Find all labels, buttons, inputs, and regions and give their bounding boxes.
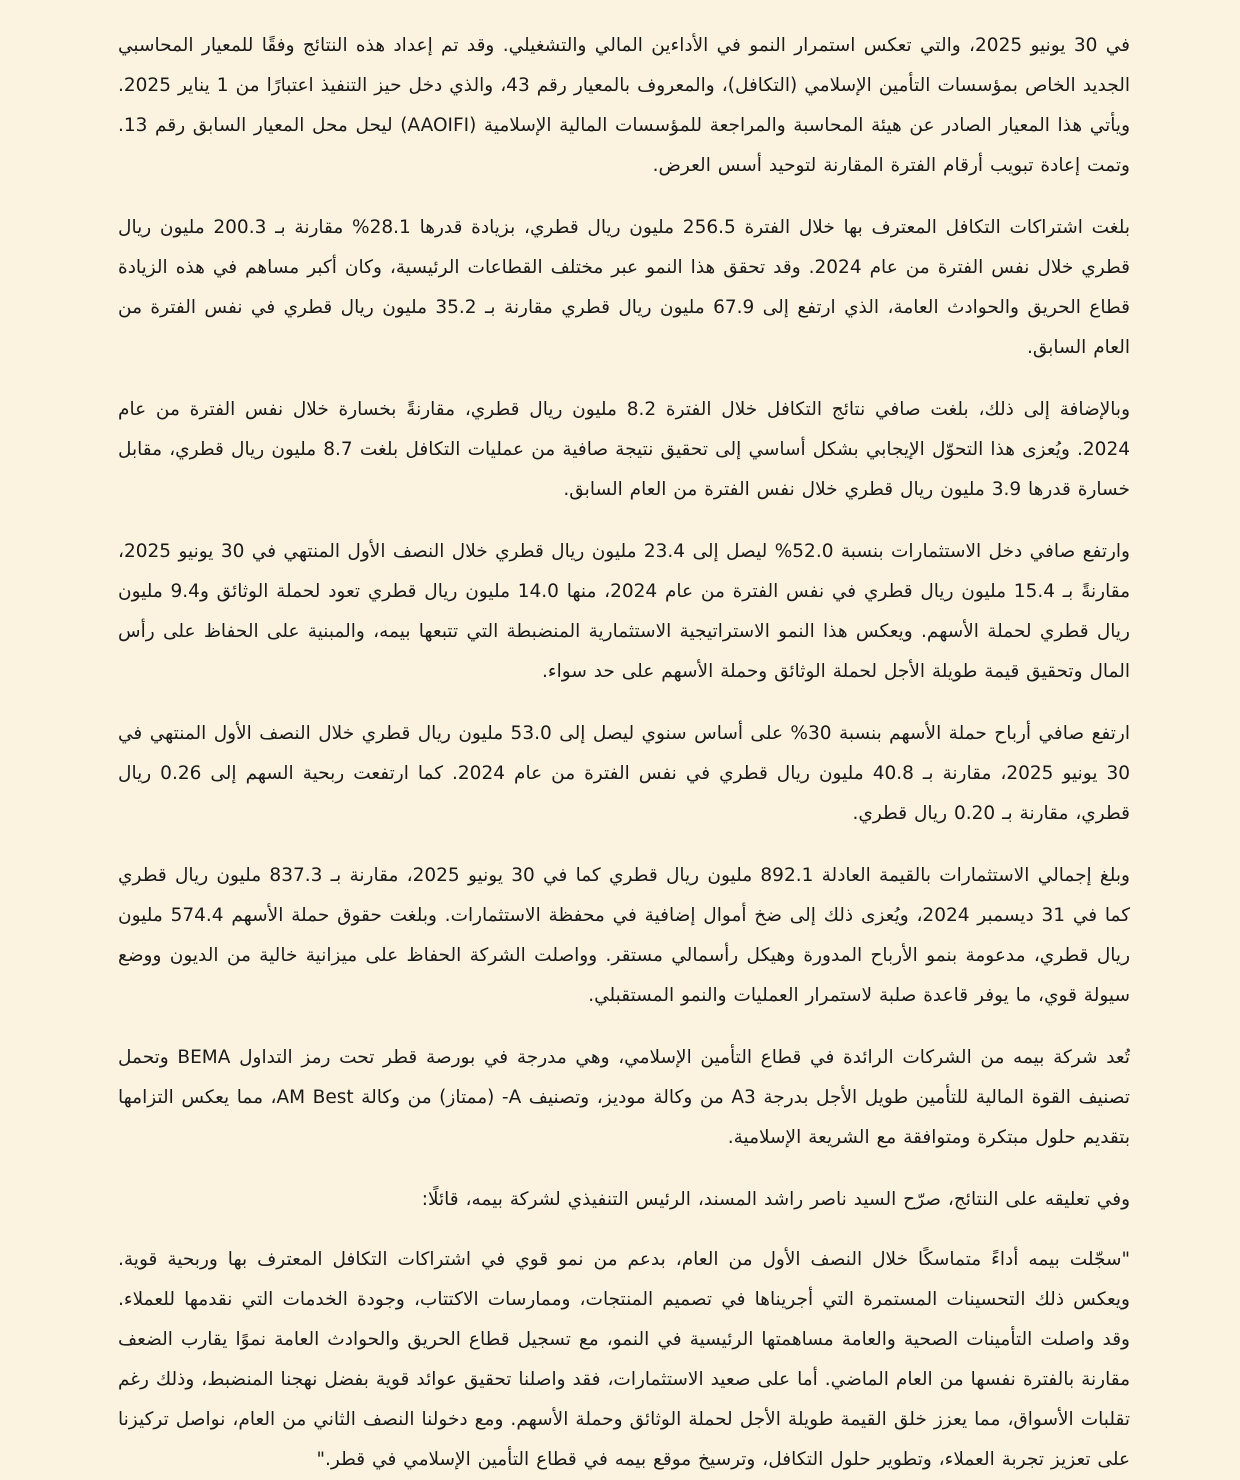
paragraph-shareholder-profit: ارتفع صافي أرباح حملة الأسهم بنسبة 30% على أساس سنوي ليصل إلى 53.0 مليون ريال قطري خلال النصف الأول المنتهي في 30 يونيو 2025، مقارنة بـ 40.8 مليون ريال قطري في نفس الفترة من عام 2024. كما ارتفعت ربحية السهم إلى 0.26 ريال قطري، مقارنة بـ 0.20 ريال قطري.: [118, 723, 1131, 824]
paragraph-company-profile: تُعد شركة بيمه من الشركات الرائدة في قطاع التأمين الإسلامي، وهي مدرجة في بورصة قطر تحت رمز التداول BEMA وتحمل تصنيف القوة المالية للتأمين طويل الأجل بدرجة A3 من وكالة موديز، وتصنيف A- (ممتاز) من وكالة AM Best، مما يعكس التزامها بتقديم حلول مبتكرة ومتوافقة مع الشريعة الإسلامية.: [118, 1047, 1130, 1148]
paragraph-ceo-quote: "سجّلت بيمه أداءً متماسكًا خلال النصف الأول من العام، بدعم من نمو قوي في اشتراكات التكافل المعترف بها وربحية قوية. ويعكس ذلك التحسينات المستمرة التي أجريناها في تصميم المنتجات، وممارسات الاكتتاب، وجودة الخدمات التي نقدمها للعملاء. وقد واصلت التأمينات الصحية والعامة مساهمتها الرئيسية في النمو، مع تسجيل قطاع الحريق والحوادث العامة نموًا يقارب الضعف مقارنة بالفترة نفسها من العام الماضي. أما على صعيد الاستثمارات، فقد واصلنا تحقيق عوائد قوية بفضل نهجنا المنضبط، وذلك رغم تقلبات الأسواق، مما يعزز خلق القيمة طويلة الأجل لحملة الوثائق وحملة الأسهم. ومع دخولنا النصف الثاني من العام، نواصل تركيزنا على تعزيز تجربة العملاء، وتطوير حلول التكافل، وترسيخ موقع بيمه في قطاع التأمين الإسلامي في قطر.": [118, 1249, 1130, 1470]
paragraph-balance-sheet: وبلغ إجمالي الاستثمارات بالقيمة العادلة 892.1 مليون ريال قطري كما في 30 يونيو 2025، مقارنة بـ 837.3 مليون ريال قطري كما في 31 ديسمبر 2024، ويُعزى ذلك إلى ضخ أموال إضافية في محفظة الاستثمارات. وبلغت حقوق حملة الأسهم 574.4 مليون ريال قطري، مدعومة بنمو الأرباح المدورة وهيكل رأسمالي مستقر. وواصلت الشركة الحفاظ على ميزانية خالية من الديون ووضع سيولة قوي، ما يوفر قاعدة صلبة لاستمرار العمليات والنمو المستقبلي.: [118, 865, 1131, 1006]
paragraph-results-standard: في 30 يونيو 2025، والتي تعكس استمرار النمو في الأداءين المالي والتشغيلي. وقد تم إعداد هذه النتائج وفقًا للمعيار المحاسبي الجديد الخاص بمؤسسات التأمين الإسلامي (التكافل)، والمعروف بالمعيار رقم 43، والذي دخل حيز التنفيذ اعتبارًا من 1 يناير 2025. ويأتي هذا المعيار الصادر عن هيئة المحاسبة والمراجعة للمؤسسات المالية الإسلامية (AAOIFI) ليحل محل المعيار السابق رقم 13. وتمت إعادة تبويب أرقام الفترة المقارنة لتوحيد أسس العرض.: [118, 35, 1131, 176]
paragraph-ceo-intro: وفي تعليقه على النتائج، صرّح السيد ناصر راشد المسند، الرئيس التنفيذي لشركة بيمه، قائلًا:: [421, 1189, 1130, 1210]
paragraph-takaful-contributions: بلغت اشتراكات التكافل المعترف بها خلال الفترة 256.5 مليون ريال قطري، بزيادة قدرها 28.1% مقارنة بـ 200.3 مليون ريال قطري خلال نفس الفترة من عام 2024. وقد تحقق هذا النمو عبر مختلف القطاعات الرئيسية، وكان أكبر مساهم في هذه الزيادة قطاع الحريق والحوادث العامة، الذي ارتفع إلى 67.9 مليون ريال قطري مقارنة بـ 35.2 مليون ريال قطري في نفس الفترة من العام السابق.: [118, 217, 1130, 358]
paragraph-investment-income: وارتفع صافي دخل الاستثمارات بنسبة 52.0% ليصل إلى 23.4 مليون ريال قطري خلال النصف الأول المنتهي في 30 يونيو 2025، مقارنةً بـ 15.4 مليون ريال قطري في نفس الفترة من عام 2024، منها 14.0 مليون ريال قطري تعود لحملة الوثائق و9.4 مليون ريال قطري لحملة الأسهم. ويعكس هذا النمو الاستراتيجية الاستثمارية المنضبطة التي تتبعها بيمه، والمبنية على الحفاظ على رأس المال وتحقيق قيمة طويلة الأجل لحملة الوثائق وحملة الأسهم على حد سواء.: [118, 541, 1131, 682]
paragraph-takaful-results: وبالإضافة إلى ذلك، بلغت صافي نتائج التكافل خلال الفترة 8.2 مليون ريال قطري، مقارنةً بخسارة خلال نفس الفترة من عام 2024. ويُعزى هذا التحوّل الإيجابي بشكل أساسي إلى تحقيق نتيجة صافية من عمليات التكافل بلغت 8.7 مليون ريال قطري، مقابل خسارة قدرها 3.9 مليون ريال قطري خلال نفس الفترة من العام السابق.: [118, 399, 1130, 500]
